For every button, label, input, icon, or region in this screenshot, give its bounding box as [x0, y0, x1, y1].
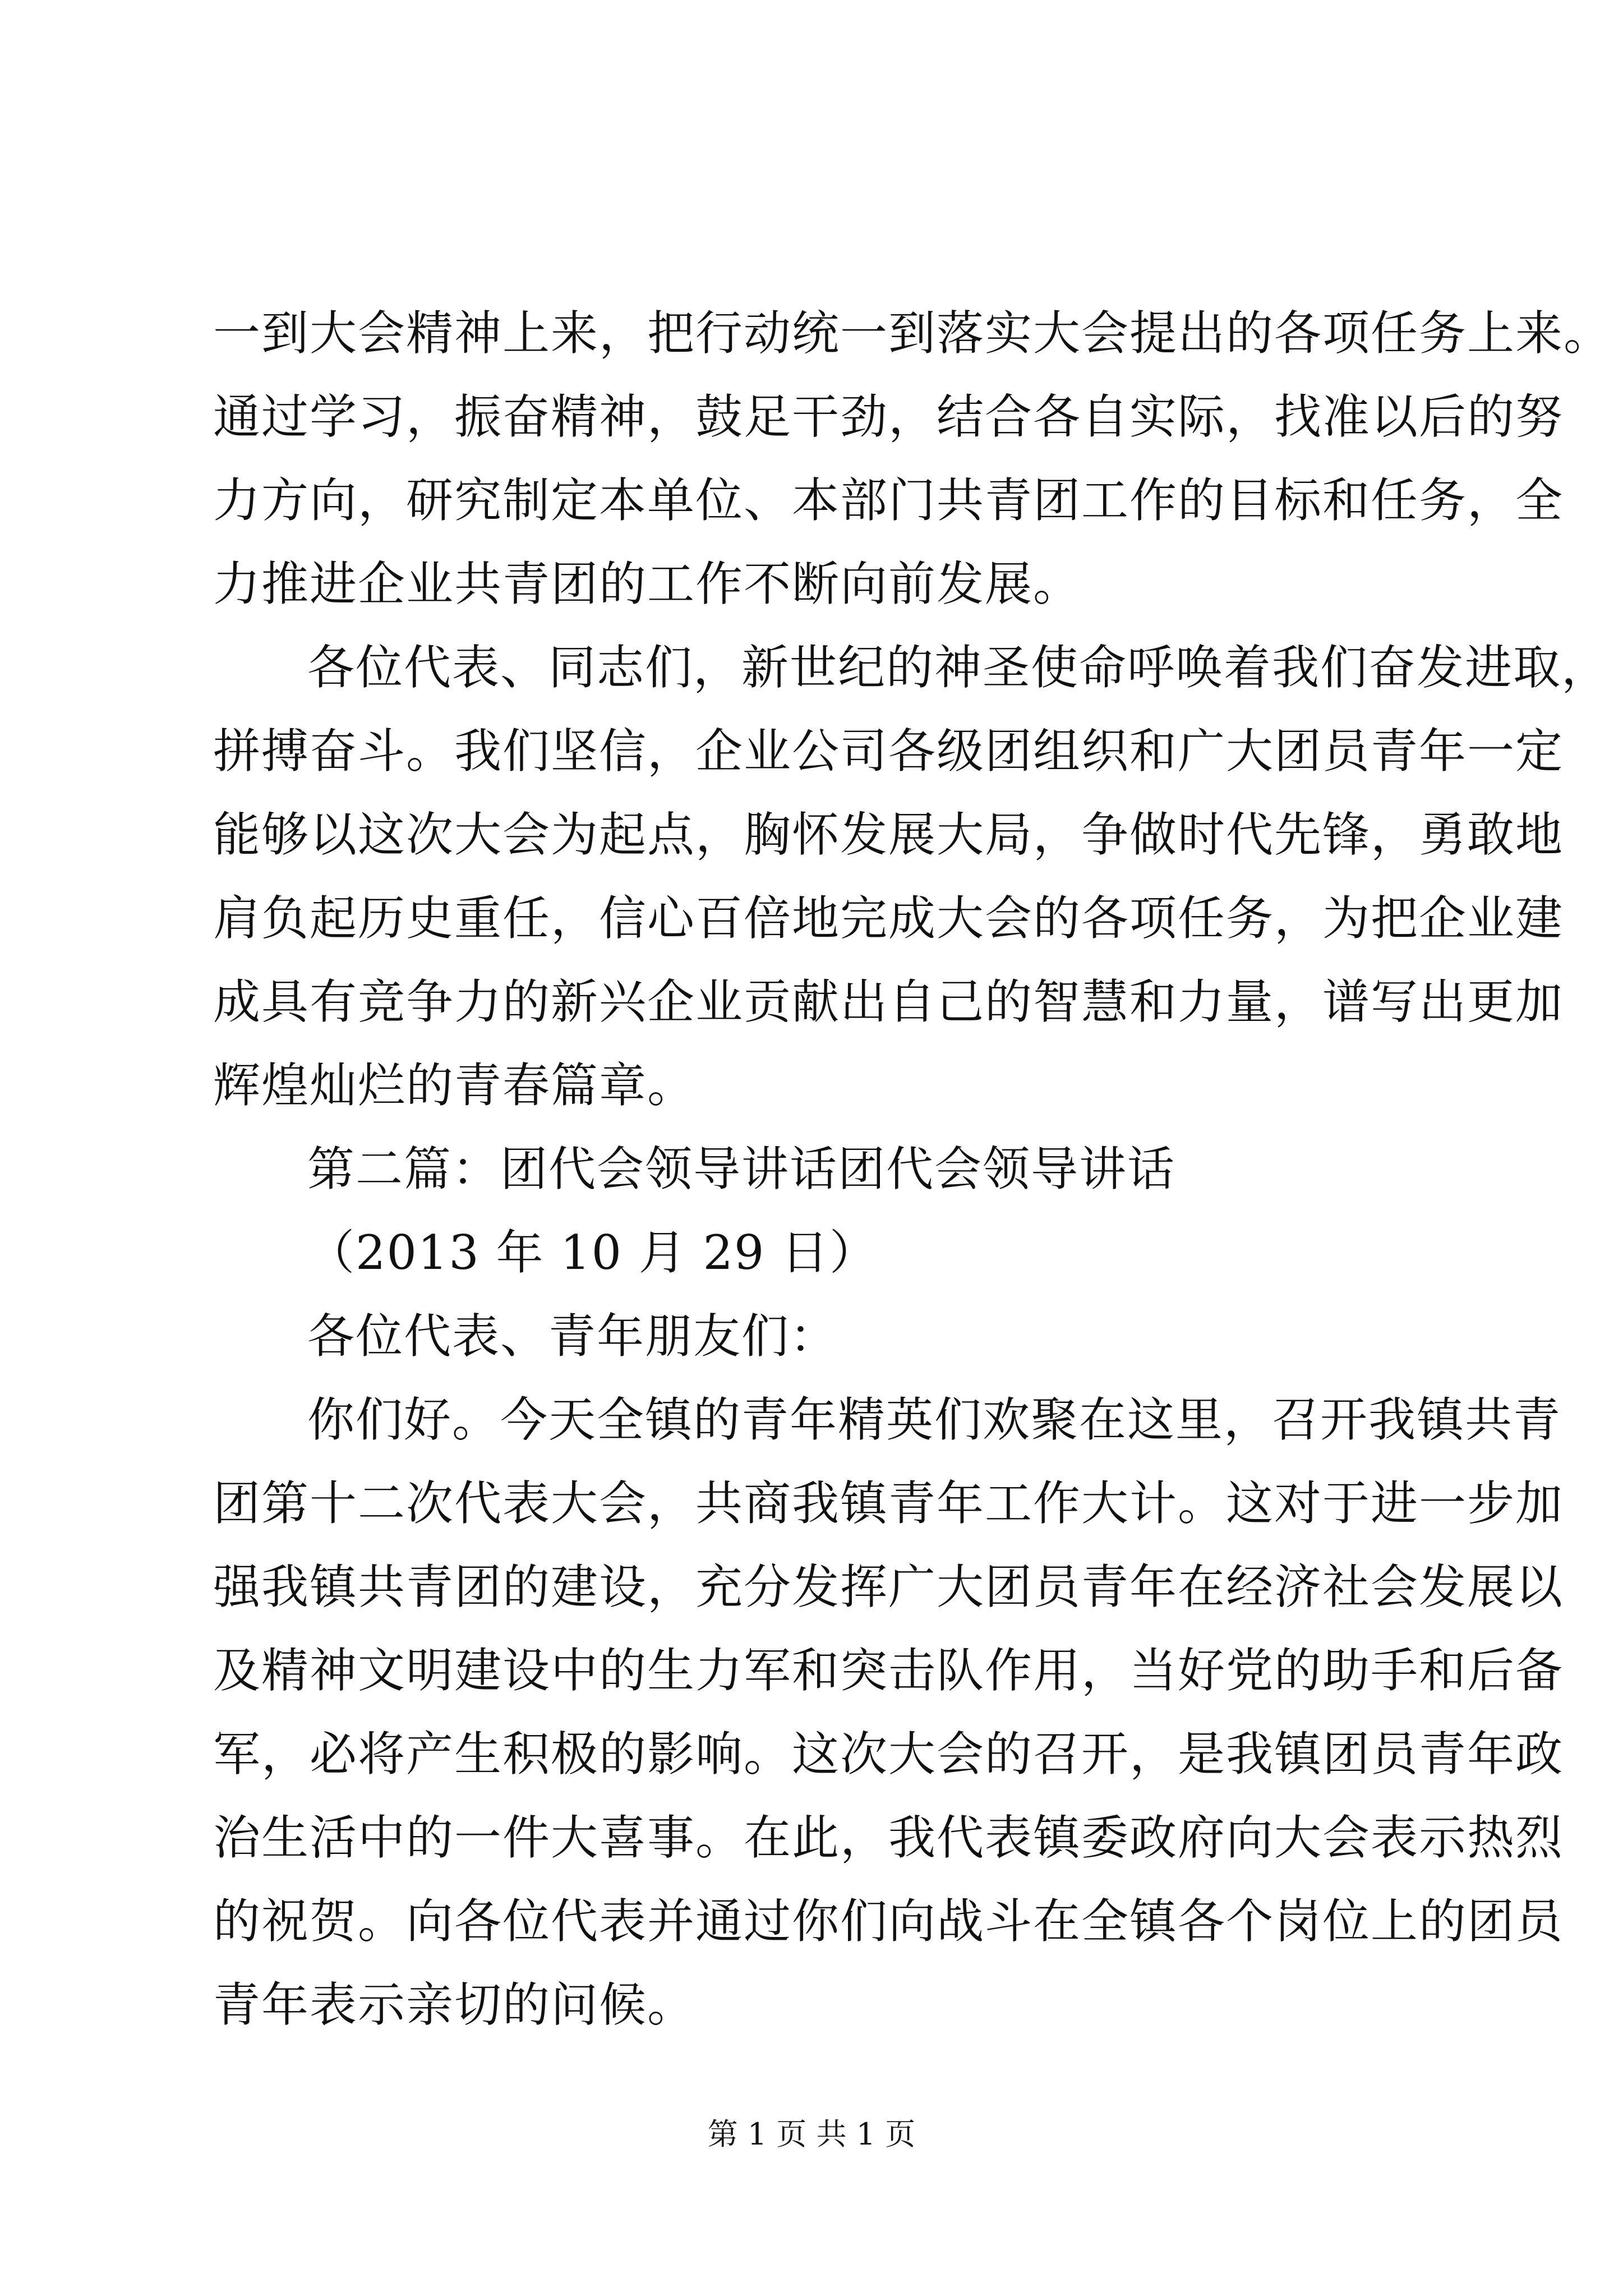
text-line: 青年表示亲切的问候。	[213, 1977, 696, 2032]
text-line: 治生活中的一件大喜事。在此，我代表镇委政府向大会表示热烈	[213, 1810, 1564, 1865]
speech-date: （2013 年 10 月 29 日）	[307, 1225, 878, 1280]
text-line: 成具有竞争力的新兴企业贡献出自己的智慧和力量，谱写出更加	[213, 974, 1564, 1029]
page-footer	[0, 2115, 1623, 2154]
text-line: 强我镇共青团的建设，充分发挥广大团员青年在经济社会发展以	[213, 1559, 1564, 1614]
salutation: 各位代表、青年朋友们：	[307, 1309, 838, 1364]
paragraph-start-line: 各位代表、同志们，新世纪的神圣使命呼唤着我们奋发进取，	[307, 640, 1610, 695]
text-line: 辉煌灿烂的青春篇章。	[213, 1058, 696, 1113]
text-line: 及精神文明建设中的生力军和突击队作用，当好党的助手和后备	[213, 1643, 1564, 1698]
text-line: 的祝贺。向各位代表并通过你们向战斗在全镇各个岗位上的团员	[213, 1894, 1564, 1949]
page-number: 第 1 页 共 1 页	[707, 2116, 916, 2152]
text-line: 团第十二次代表大会，共商我镇青年工作大计。这对于进一步加	[213, 1476, 1564, 1531]
text-line: 能够以这次大会为起点，胸怀发展大局，争做时代先锋，勇敢地	[213, 807, 1564, 862]
text-line: 拼搏奋斗。我们坚信，企业公司各级团组织和广大团员青年一定	[213, 724, 1564, 779]
text-line: 通过学习，振奋精神，鼓足干劲，结合各自实际，找准以后的努	[213, 389, 1564, 444]
text-line: 一到大会精神上来，把行动统一到落实大会提出的各项任务上来。	[213, 306, 1612, 361]
section-heading: 第二篇：团代会领导讲话团代会领导讲话	[307, 1142, 1176, 1197]
text-line: 军，必将产生积极的影响。这次大会的召开，是我镇团员青年政	[213, 1727, 1564, 1782]
text-line: 力方向，研究制定本单位、本部门共青团工作的目标和任务，全	[213, 473, 1564, 528]
text-line: 肩负起历史重任，信心百倍地完成大会的各项任务，为把企业建	[213, 891, 1564, 946]
paragraph-start-line: 你们好。今天全镇的青年精英们欢聚在这里，召开我镇共青	[307, 1392, 1562, 1447]
text-line: 力推进企业共青团的工作不断向前发展。	[213, 556, 1082, 611]
document-body	[213, 292, 1612, 2047]
